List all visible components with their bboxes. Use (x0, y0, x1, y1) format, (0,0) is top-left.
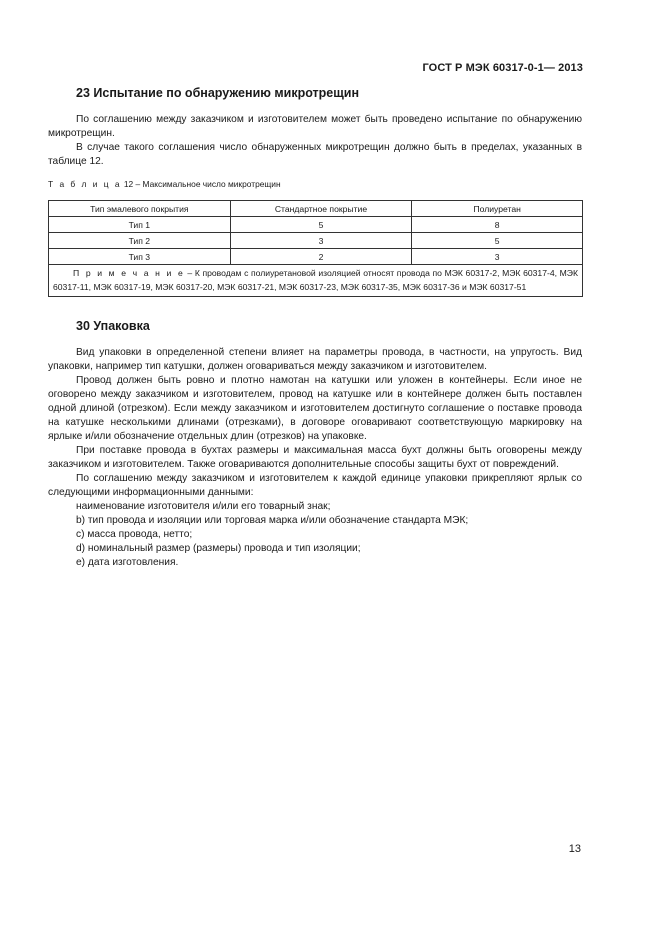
column-header: Стандартное покрытие (230, 201, 412, 217)
table-caption-lead: Т а б л и ц а (48, 179, 122, 189)
table-cell: Тип 3 (49, 249, 231, 265)
list-item: c) масса провода, нетто; (76, 529, 193, 540)
table-header-row (49, 201, 583, 217)
list-item: наименование изготовителя и/или его товарный знак; (76, 501, 331, 512)
table-cell: 3 (412, 249, 583, 265)
column-header: Тип эмалевого покрытия (49, 201, 231, 217)
section-23-body (48, 113, 582, 169)
table-cell: 5 (230, 217, 412, 233)
note-text: – К проводам с полиуретановой изоляцией относят провода по МЭК 60317-2, МЭК 60317-4, МЭК 60317-11, МЭК 60317-19, МЭК 60317-20, МЭК 60317-21, МЭК 60317-23, МЭК 60317-35, МЭК 60317-36 и МЭК 60317-51 (53, 268, 578, 292)
standard-code-header: ГОСТ Р МЭК 60317-0-1— 2013 (422, 62, 583, 74)
section-30-body (48, 346, 582, 570)
table-note (49, 265, 583, 297)
section-30-title: 30 Упаковка (76, 319, 150, 333)
paragraph: По соглашению между заказчиком и изготовителем к каждой единице упаковки прикрепляют ярлык со следующими информационными данными: (48, 473, 582, 498)
note-lead: П р и м е ч а н и е (73, 268, 185, 278)
section-23-title: 23 Испытание по обнаружению микротрещин (76, 86, 360, 100)
table-cell: 3 (230, 233, 412, 249)
table-cell: 8 (412, 217, 583, 233)
table-cell: Тип 1 (49, 217, 231, 233)
table-12-caption (48, 179, 281, 189)
table-12 (48, 200, 583, 297)
paragraph: Вид упаковки в определенной степени влияет на параметры провода, в частности, на упругость. Вид упаковки, например тип катушки, должен оговариваться между заказчиком и изготовителем. (48, 347, 582, 372)
table-row (49, 217, 583, 233)
column-header: Полиуретан (412, 201, 583, 217)
table-cell: 2 (230, 249, 412, 265)
table-cell: Тип 2 (49, 233, 231, 249)
table-note-row (49, 265, 583, 297)
table-row (49, 249, 583, 265)
table-row (49, 233, 583, 249)
table-cell: 5 (412, 233, 583, 249)
list-item: e) дата изготовления. (76, 557, 179, 568)
paragraph: При поставке провода в бухтах размеры и максимальная масса бухт должны быть оговорены между заказчиком и изготовителем. Также оговариваются дополнительные способы защиты бухт от повреждений. (48, 445, 582, 470)
list-item: b) тип провода и изоляции или торговая марка и/или обозначение стандарта МЭК; (76, 515, 469, 526)
list-item: d) номинальный размер (размеры) провода и тип изоляции; (76, 543, 361, 554)
table-caption-text: 12 – Максимальное число микротрещин (121, 179, 281, 189)
paragraph: По соглашению между заказчиком и изготовителем может быть проведено испытание по обнаружению микротрещин. (48, 114, 582, 139)
paragraph: В случае такого соглашения число обнаруженных микротрещин должно быть в пределах, указанных в таблице 12. (48, 142, 582, 167)
paragraph: Провод должен быть ровно и плотно намотан на катушки или уложен в контейнеры. Если иное не оговорено между заказчиком и изготовителем, провод на катушке или в контейнере должен быть поставлен одной длиной (отрезком). Если между заказчиком и изготовителем достигнуто соглашение о поставке провода на катушке несколькими длинами (отрезками), в договоре оговаривают соответствующую маркировку на ярлыке и/или обозначение отдельных длин (отрезков) на упаковке. (48, 375, 582, 442)
page-number: 13 (568, 843, 581, 855)
